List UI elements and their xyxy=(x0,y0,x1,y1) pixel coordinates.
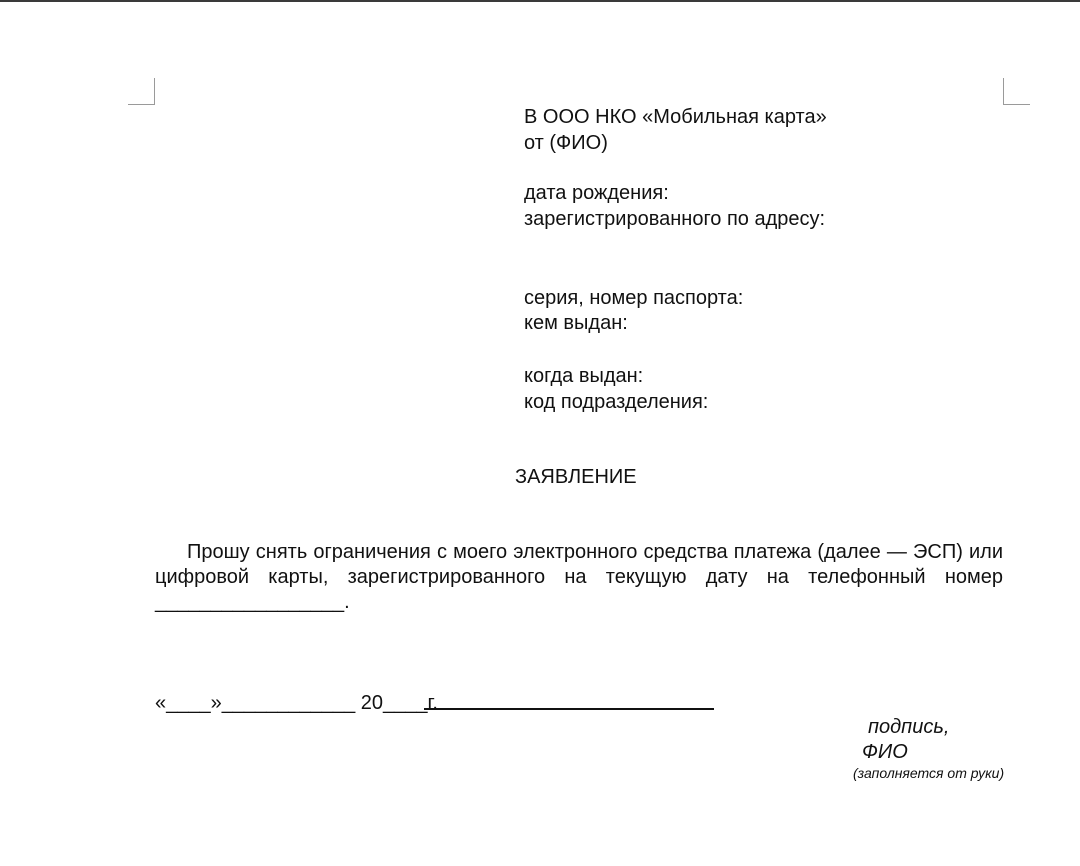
issued-when-line: когда выдан: xyxy=(524,365,644,387)
statement-paragraph: Прошу снять ограничения с моего электронного средства платежа (далее — ЭСП) или цифровой карты, зарегистрированного на текущую дату на телефонный номер _________________. xyxy=(155,541,1003,613)
issued-by-line: кем выдан: xyxy=(524,312,628,334)
page-corner-mark-left xyxy=(128,78,155,105)
fio-caption: ФИО xyxy=(862,741,908,763)
passport-number-line: серия, номер паспорта: xyxy=(524,287,744,309)
addressee-line: В ООО НКО «Мобильная карта» xyxy=(524,106,827,128)
date-field-line: «____»____________ 20____г. xyxy=(155,692,438,714)
birth-date-line: дата рождения: xyxy=(524,182,669,204)
division-code-line: код подразделения: xyxy=(524,391,709,413)
handwritten-note-caption: (заполняется от руки) xyxy=(853,765,1005,781)
page-corner-mark-right xyxy=(1003,78,1030,105)
document-title: ЗАЯВЛЕНИЕ xyxy=(515,466,637,488)
from-line: от (ФИО) xyxy=(524,132,608,154)
signature-caption: подпись, xyxy=(868,716,950,738)
window-top-edge xyxy=(0,0,1080,2)
address-line: зарегистрированного по адресу: xyxy=(524,208,826,230)
signature-line xyxy=(424,708,714,710)
